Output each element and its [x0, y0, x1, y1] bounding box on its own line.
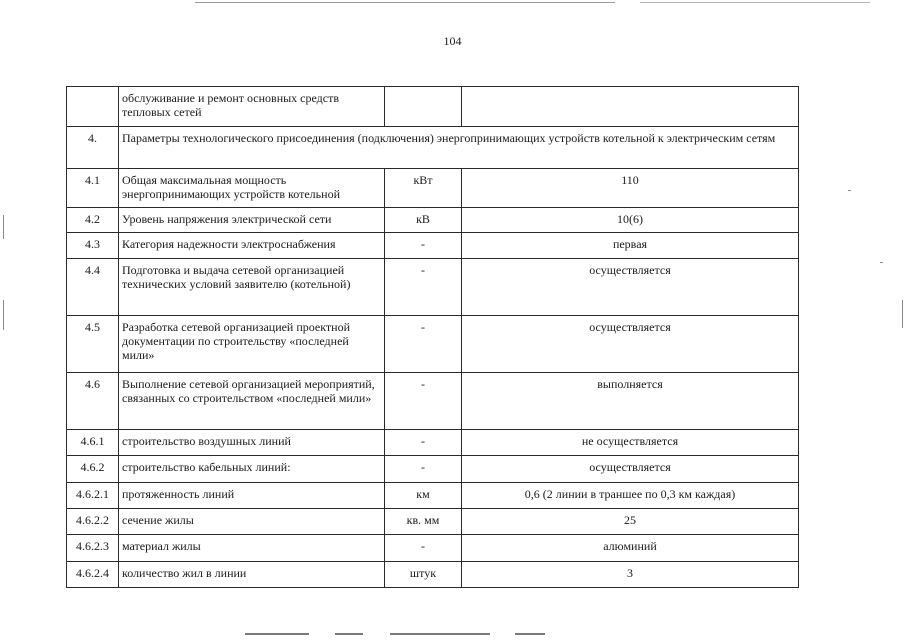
row-unit: штук	[385, 562, 462, 588]
table-row	[67, 430, 799, 456]
table-row	[67, 127, 799, 169]
table-row	[67, 509, 799, 535]
row-unit: км	[385, 483, 462, 509]
row-number: 4.6.2	[67, 456, 119, 483]
table-row	[67, 316, 799, 373]
row-description: Общая максимальная мощность энергопринимающих устройств котельной	[119, 169, 385, 208]
row-value: алюминий	[462, 535, 799, 562]
table-row	[67, 535, 799, 562]
row-number: 4.6.2.4	[67, 562, 119, 588]
row-description: количество жил в линии	[119, 562, 385, 588]
row-description: Подготовка и выдача сетевой организацией технических условий заявителю (котельной)	[119, 259, 385, 316]
scan-edge-line	[195, 2, 615, 3]
row-unit: -	[385, 535, 462, 562]
table-row	[67, 87, 799, 127]
row-description: Разработка сетевой организацией проектной документации по строительству «последней мили»	[119, 316, 385, 373]
row-number: 4.6	[67, 373, 119, 430]
section-heading: Параметры технологического присоединения (подключения) энергопринимающих устройств котельной к электрическим сетям	[119, 127, 799, 169]
row-value: выполняется	[462, 373, 799, 430]
row-description: сечение жилы	[119, 509, 385, 535]
scan-artifact	[515, 633, 545, 635]
scan-artifact	[3, 300, 4, 330]
row-value: 110	[462, 169, 799, 208]
row-unit: -	[385, 430, 462, 456]
row-value: осуществляется	[462, 316, 799, 373]
row-number	[67, 87, 119, 127]
row-description: Категория надежности электроснабжения	[119, 233, 385, 259]
row-value: осуществляется	[462, 456, 799, 483]
row-unit	[385, 87, 462, 127]
row-value: осуществляется	[462, 259, 799, 316]
row-value: не осуществляется	[462, 430, 799, 456]
scan-edge-line	[640, 2, 870, 3]
row-description: строительство кабельных линий:	[119, 456, 385, 483]
row-number: 4.2	[67, 208, 119, 233]
parameters-table	[66, 86, 799, 588]
row-unit: -	[385, 456, 462, 483]
row-description: протяженность линий	[119, 483, 385, 509]
row-number: 4.6.2.2	[67, 509, 119, 535]
row-value: 25	[462, 509, 799, 535]
table-row	[67, 373, 799, 430]
row-description: строительство воздушных линий	[119, 430, 385, 456]
row-number: 4.6.2.1	[67, 483, 119, 509]
scan-artifact	[848, 190, 851, 191]
row-unit: -	[385, 233, 462, 259]
row-value: первая	[462, 233, 799, 259]
row-value: 3	[462, 562, 799, 588]
table-row	[67, 233, 799, 259]
table-row	[67, 169, 799, 208]
row-number: 4.4	[67, 259, 119, 316]
table-row	[67, 483, 799, 509]
scan-artifact	[245, 633, 309, 635]
row-unit: -	[385, 316, 462, 373]
table-row	[67, 208, 799, 233]
row-unit: кВт	[385, 169, 462, 208]
row-value	[462, 87, 799, 127]
row-description: Выполнение сетевой организацией мероприятий, связанных со строительством «последней мили»	[119, 373, 385, 430]
scan-artifact	[390, 633, 490, 635]
row-number: 4.	[67, 127, 119, 169]
row-unit: -	[385, 259, 462, 316]
row-unit: -	[385, 373, 462, 430]
scan-artifact	[3, 215, 4, 239]
row-value: 10(6)	[462, 208, 799, 233]
row-description: Уровень напряжения электрической сети	[119, 208, 385, 233]
row-number: 4.6.1	[67, 430, 119, 456]
row-number: 4.5	[67, 316, 119, 373]
table-row	[67, 562, 799, 588]
scan-artifact	[880, 262, 883, 263]
row-unit: кв. мм	[385, 509, 462, 535]
scan-artifact	[902, 300, 903, 328]
table-row	[67, 259, 799, 316]
row-value: 0,6 (2 линии в траншее по 0,3 км каждая)	[462, 483, 799, 509]
row-number: 4.6.2.3	[67, 535, 119, 562]
table-row	[67, 456, 799, 483]
row-number: 4.1	[67, 169, 119, 208]
row-unit: кВ	[385, 208, 462, 233]
row-description: обслуживание и ремонт основных средств тепловых сетей	[119, 87, 385, 127]
page-number: 104	[443, 34, 462, 48]
scan-artifact	[335, 633, 363, 635]
row-description: материал жилы	[119, 535, 385, 562]
row-number: 4.3	[67, 233, 119, 259]
